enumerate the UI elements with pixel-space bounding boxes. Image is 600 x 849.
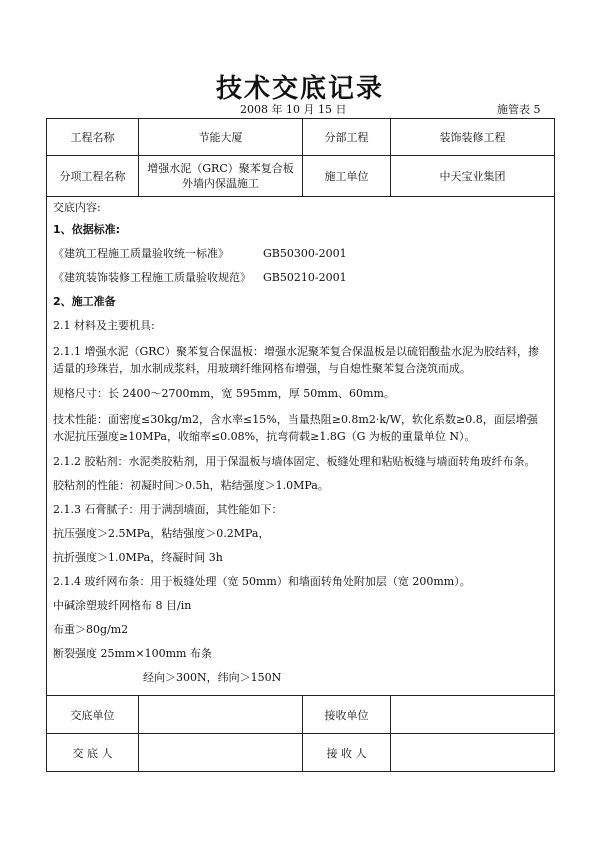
record-table (46, 118, 555, 772)
division-label: 分部工程 (303, 119, 391, 156)
paragraph-mesh-strip: 2.1.4 玻纤网布条：用于板缝处理（宽 50mm）和墙面转角处附加层（宽 200mm）。 (53, 575, 471, 588)
standard-2 (53, 271, 548, 285)
project-name-label: 工程名称 (47, 119, 139, 156)
paragraph-mesh-spec: 中碱涂塑玻纤网格布 8 目/in (53, 599, 192, 612)
subitem-row (47, 156, 555, 197)
standard-2-name: 《建筑装饰装修工程施工质量验收规范》 (53, 271, 251, 284)
subitem-value: 增强水泥（GRC）聚苯复合板外墙内保温施工 (139, 156, 303, 197)
record-date: 2008 年 10 月 15 日 (240, 103, 347, 116)
paragraph-mesh-tension: 经向＞300N，纬向＞150N (143, 671, 282, 684)
subitem-label: 分项工程名称 (47, 156, 139, 197)
handover-person-label: 交 底 人 (47, 734, 139, 772)
project-name-value: 节能大厦 (139, 119, 303, 156)
receiving-unit-label: 接收单位 (303, 696, 391, 734)
document-title: 技术交底记录 (215, 74, 384, 104)
division-value: 装饰装修工程 (391, 119, 555, 156)
paragraph-putty-flexural: 抗折强度＞1.0MPa，终凝时间 3h (53, 551, 223, 564)
section-basis-heading: 1、依据标准: (53, 223, 121, 236)
paragraph-mesh-weight: 布重＞80g/m2 (53, 623, 129, 636)
unit-sign-row (47, 696, 555, 734)
paragraph-performance: 技术性能：面密度≤30kg/m2，含水率≤15%，当量热阻≥0.8m2·k/W，软化系数≥0.8，面层增强水泥抗压强度≥10MPa，收缩率≤0.08%，抗弯荷载≥1.8G（G 为板的重量单位 N）。 (53, 413, 538, 443)
person-sign-row (47, 734, 555, 772)
paragraph-adhesive-props: 胶粘剂的性能：初凝时间＞0.5h，粘结强度＞1.0MPa。 (53, 479, 329, 492)
paragraph-materials: 2.1 材料及主要机具: (53, 319, 155, 332)
receiver-label: 接 收 人 (303, 734, 391, 772)
standard-2-code: GB50210-2001 (263, 271, 347, 284)
form-number: 施管表 5 (497, 103, 541, 116)
paragraph-dimensions: 规格尺寸：长 2400～2700mm，宽 595mm，厚 50mm、60mm。 (53, 387, 395, 400)
paragraph-grc-board: 2.1.1 增强水泥（GRC）聚苯复合保温板：增强水泥聚苯复合保温板是以硫铝酸盐水泥为胶结料，掺适量的珍珠岩，加水制成浆料，用玻璃纤维网格布增强，与自熄性聚苯复合浇筑而成。 (53, 345, 539, 375)
paragraph-putty-strength: 抗压强度＞2.5MPa，粘结强度＞0.2MPa， (53, 527, 270, 540)
construction-unit-value: 中天宝业集团 (391, 156, 555, 197)
standard-1 (53, 247, 548, 261)
handover-person-value (139, 734, 303, 772)
project-row (47, 119, 555, 156)
handover-unit-value (139, 696, 303, 734)
receiving-unit-value (391, 696, 555, 734)
paragraph-putty: 2.1.3 石膏腻子：用于满刮墙面，其性能如下： (53, 503, 283, 516)
content-lead: 交底内容: (53, 201, 101, 214)
standard-1-code: GB50300-2001 (263, 247, 347, 260)
section-prep-heading: 2、施工准备 (53, 295, 116, 308)
standard-1-name: 《建筑工程施工质量验收统一标准》 (53, 247, 229, 260)
handover-unit-label: 交底单位 (47, 696, 139, 734)
construction-unit-label: 施工单位 (303, 156, 391, 197)
content-row (47, 197, 555, 696)
paragraph-adhesive: 2.1.2 胶粘剂：水泥类胶粘剂，用于保温板与墙体固定、板缝处理和粘贴板缝与墙面转角玻纤布条。 (53, 455, 536, 468)
handover-content (47, 197, 555, 696)
paragraph-mesh-strength: 断裂强度 25mm×100mm 布条 (53, 647, 212, 660)
receiver-value (391, 734, 555, 772)
